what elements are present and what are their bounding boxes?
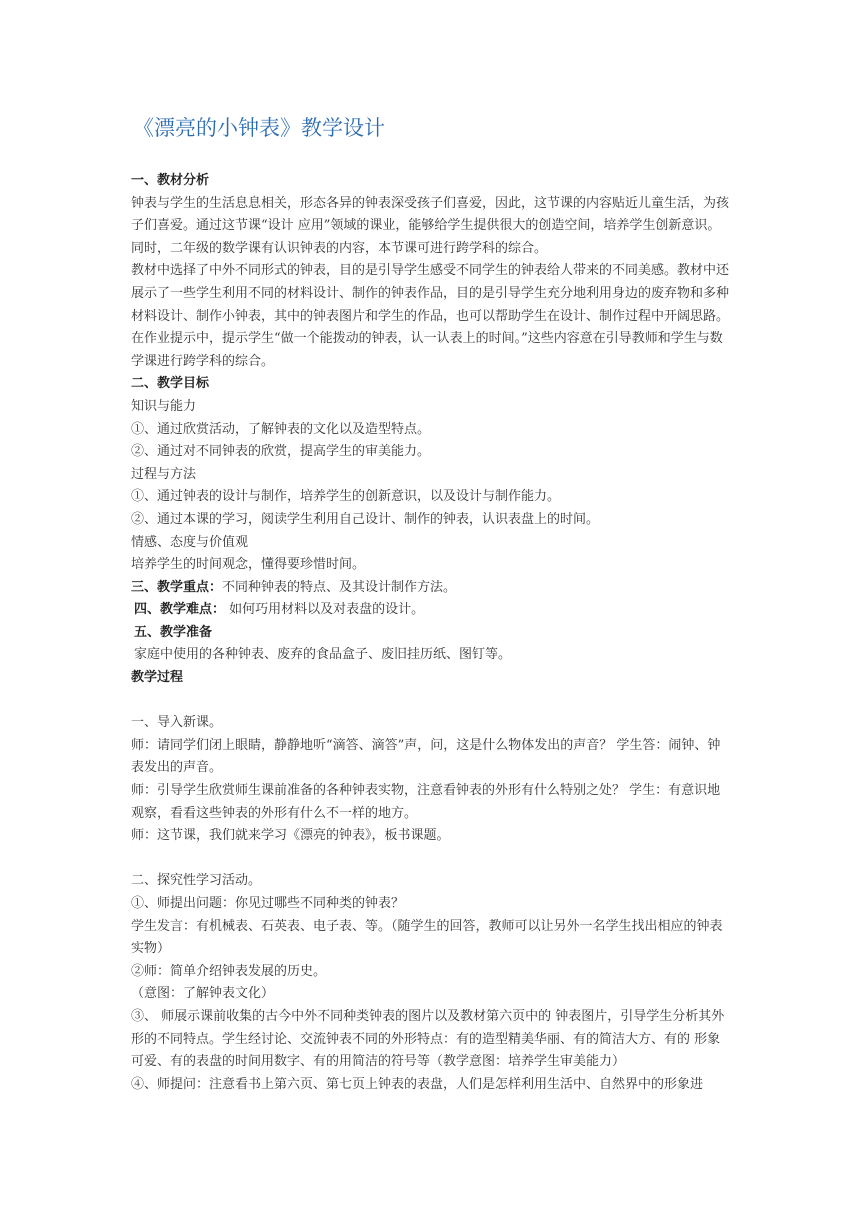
key-point-text: 不同种钟表的特点、及其设计制作方法。 xyxy=(222,579,457,595)
paragraph: ②师：简单介绍钟表发展的历史。 xyxy=(131,963,327,979)
paragraph: ④、师提问：注意看书上第六页、第七页上钟表的表盘，人们是怎样利用生活中、自然界中的形象进 xyxy=(131,1076,704,1092)
paragraph: 师：引导学生欣赏师生课前准备的各种钟表实物，注意看钟表的外形有什么特别之处？ 学生：有意识地观察，看看这些钟表的外形有什么不一样的地方。 xyxy=(131,783,721,821)
section-heading: 三、教学重点： xyxy=(131,579,223,595)
section-heading: 二、教学目标 xyxy=(131,376,210,392)
document-body xyxy=(131,170,731,1096)
subheading: 情感、态度与价值观 xyxy=(131,534,249,550)
paragraph: 家庭中使用的各种钟表、废弃的食品盒子、废旧挂历纸、图钉等。 xyxy=(134,647,512,663)
paragraph: （意图：了解钟表文化） xyxy=(131,986,275,1002)
blank-line xyxy=(131,848,731,871)
subheading: 过程与方法 xyxy=(131,466,197,482)
list-item: ②、通过对不同钟表的欣赏，提高学生的审美能力。 xyxy=(131,444,431,460)
list-item: ①、通过钟表的设计与制作，培养学生的创新意识，以及设计与制作能力。 xyxy=(131,489,561,505)
paragraph: ①、师提出问题：你见过哪些不同种类的钟表？ xyxy=(131,896,405,911)
difficulty-text: 如何巧用材料以及对表盘的设计。 xyxy=(229,602,425,618)
step-heading: 二、探究性学习活动。 xyxy=(131,873,262,889)
paragraph: 在作业提示中，提示学生“做一个能拨动的钟表，认一认表上的时间。”这些内容意在引导教师和学生与数学课进行跨学科的综合。 xyxy=(131,331,723,369)
section-heading: 四、教学难点： xyxy=(134,602,226,618)
difficulty-line xyxy=(131,599,731,622)
section-heading: 五、教学准备 xyxy=(134,624,213,640)
paragraph: 师：请同学们闭上眼睛，静静地听“滴答、滴答”声，问，这是什么物体发出的声音？ 学生答：闹钟、钟表发出的声音。 xyxy=(131,737,721,776)
paragraph: 教材中选择了中外不同形式的钟表，目的是引导学生感受不同学生的钟表给人带来的不同美感。教材中还展示了一些学生利用不同的材料设计、制作的钟表作品，目的是引导学生充分地利用身边的废弃物和多种材料设计、制作小钟表，其中的钟表图片和学生的作品，也可以帮助学生在设计、制作过程中开阔思路。 xyxy=(131,263,730,324)
blank-line xyxy=(131,690,731,713)
step-heading: 一、导入新课。 xyxy=(131,715,223,731)
subheading: 知识与能力 xyxy=(131,398,197,414)
list-item: ②、通过本课的学习，阅读学生利用自己设计、制作的钟表，认识表盘上的时间。 xyxy=(131,511,600,527)
list-item: ①、通过欣赏活动，了解钟表的文化以及造型特点。 xyxy=(131,421,431,437)
section-heading: 一、教材分析 xyxy=(131,173,210,188)
paragraph: 钟表与学生的生活息息相关，形态各异的钟表深受孩子们喜爱，因此，这节课的内容贴近儿童生活，为孩子们喜爱。通过这节课“设计 应用”领域的课业，能够给学生提供很大的创造空间，培养学生创新意识。同时，二年级的数学课有认识钟表的内容，本节课可进行跨学科的综合。 xyxy=(131,195,730,256)
paragraph: 师：这节课，我们就来学习《漂亮的钟表》，板书课题。 xyxy=(131,828,450,844)
key-point-line xyxy=(131,577,731,600)
paragraph: ③、 师展示课前收集的古今中外不同种类钟表的图片以及教材第六页中的 钟表图片，引导学生分析其外形的不同特点。学生经讨论、交流钟表不同的外形特点：有的造型精美华丽、有的简洁大方、有的 形象可爱、有的表盘的时间用数字、有的用简洁的符号等（教学意图：培养学生审美能力） xyxy=(131,1008,725,1070)
paragraph: 培养学生的时间观念，懂得要珍惜时间。 xyxy=(131,557,366,573)
section-heading: 教学过程 xyxy=(131,670,184,686)
paragraph: 学生发言：有机械表、石英表、电子表、等。（随学生的回答，教师可以让另外一名学生找出相应的钟表实物） xyxy=(131,918,723,957)
document-title: 《漂亮的小钟表》教学设计 xyxy=(133,116,385,140)
